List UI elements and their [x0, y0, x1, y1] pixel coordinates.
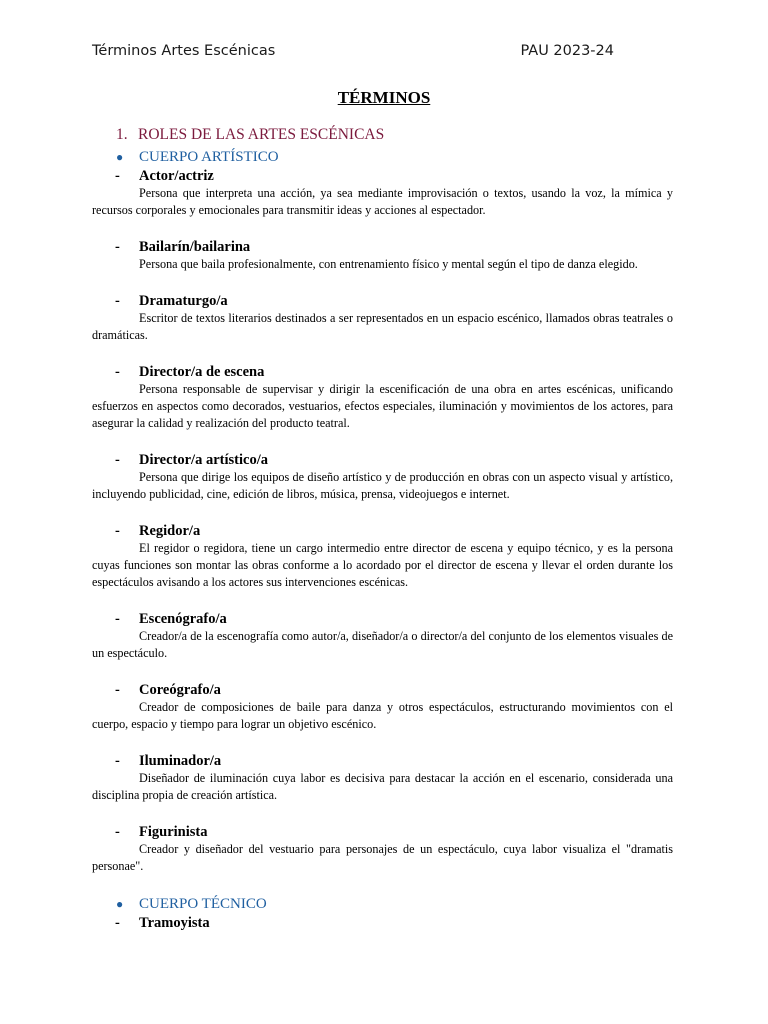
section-number: 1. — [116, 126, 128, 143]
term-name: Iluminador/a — [139, 753, 222, 769]
dash-marker: - — [115, 293, 120, 309]
term-description: Persona que dirige los equipos de diseño artístico y de producción en obras con un aspecto visual y artístico, incluyendo publicidad, cine, edición de libros, música, prensa, videojuegos e internet. — [92, 470, 673, 501]
term-title — [92, 167, 673, 185]
dash-marker: - — [115, 239, 120, 255]
dash-marker: - — [115, 682, 120, 698]
dash-marker: - — [115, 611, 120, 627]
term-name: Director/a artístico/a — [139, 452, 268, 468]
term-name: Tramoyista — [139, 915, 210, 931]
term-description: Creador y diseñador del vestuario para personajes de un espectáculo, cuya labor visualiza el "dramatis personae". — [92, 842, 673, 873]
subsection-title: CUERPO ARTÍSTICO — [139, 149, 279, 165]
subsection-title: CUERPO TÉCNICO — [139, 896, 267, 912]
term-title — [92, 363, 673, 381]
term-title — [92, 610, 673, 628]
term-description: Diseñador de iluminación cuya labor es decisiva para destacar la acción en el escenario, considerada una disciplina propia de creación artística. — [92, 771, 673, 802]
document-body — [92, 125, 673, 951]
term-entry — [92, 292, 673, 344]
term-name: Coreógrafo/a — [139, 682, 221, 698]
term-title — [92, 914, 673, 932]
term-title — [92, 522, 673, 540]
term-name: Regidor/a — [139, 523, 201, 539]
term-entry — [92, 363, 673, 432]
term-description: Persona que baila profesionalmente, con entrenamiento físico y mental según el tipo de danza elegido. — [139, 257, 638, 271]
term-entry — [92, 522, 673, 591]
term-entry — [92, 752, 673, 804]
term-entry — [92, 681, 673, 733]
term-entry — [92, 238, 673, 273]
section-title: ROLES DE LAS ARTES ESCÉNICAS — [138, 126, 385, 143]
term-description: Creador/a de la escenografía como autor/a, diseñador/a o director/a del conjunto de los elementos visuales de un espectáculo. — [92, 629, 673, 660]
dash-marker: - — [115, 168, 120, 184]
dash-marker: - — [115, 452, 120, 468]
term-entry — [92, 167, 673, 219]
subsection-heading-technical — [92, 894, 673, 914]
term-title — [92, 238, 673, 256]
dash-marker: - — [115, 824, 120, 840]
term-name: Escenógrafo/a — [139, 611, 227, 627]
term-name: Actor/actriz — [139, 168, 214, 184]
term-title — [92, 451, 673, 469]
dash-marker: - — [115, 915, 120, 931]
term-description: Creador de composiciones de baile para danza y otros espectáculos, estructurando movimientos con el cuerpo, espacio y tiempo para lograr un objetivo escénico. — [92, 700, 673, 731]
term-name: Figurinista — [139, 824, 208, 840]
term-title — [92, 752, 673, 770]
term-title — [92, 823, 673, 841]
dash-marker: - — [115, 523, 120, 539]
page-header — [92, 43, 614, 63]
term-entry — [92, 610, 673, 662]
term-description: Persona que interpreta una acción, ya sea mediante improvisación o textos, usando la voz, la mímica y recursos corporales y emocionales para transmitir ideas y acciones al espectador. — [92, 186, 673, 217]
term-entry — [92, 914, 673, 932]
term-description: El regidor o regidora, tiene un cargo intermedio entre director de escena y equipo técnico, y es la persona cuyas funciones son montar las obras conforme a lo acordado por el director de escena y llevar el orden durante los espectáculos avisando a los actores sus intervenciones escénicas. — [92, 541, 673, 589]
term-title — [92, 292, 673, 310]
bullet-icon: ● — [116, 897, 124, 911]
subsection-heading-artistic — [92, 147, 673, 167]
page-title: TÉRMINOS — [337, 88, 431, 107]
header-document-title: Términos Artes Escénicas — [92, 43, 276, 59]
dash-marker: - — [115, 364, 120, 380]
dash-marker: - — [115, 753, 120, 769]
term-description: Persona responsable de supervisar y dirigir la escenificación de una obra en artes escénicas, unificando esfuerzos en aspectos como decorados, vestuarios, efectos especiales, iluminación y movimientos de los actores, para asegurar la calidad y realización del producto teatral. — [92, 382, 673, 430]
term-title — [92, 681, 673, 699]
term-name: Director/a de escena — [139, 364, 265, 380]
section-heading — [116, 125, 673, 145]
term-entry — [92, 451, 673, 503]
term-name: Bailarín/bailarina — [139, 239, 251, 255]
term-entry — [92, 823, 673, 875]
bullet-icon: ● — [116, 150, 124, 164]
header-course-label: PAU 2023-24 — [520, 43, 614, 59]
term-description: Escritor de textos literarios destinados a ser representados en un espacio escénico, llamados obras teatrales o dramáticas. — [92, 311, 673, 342]
term-name: Dramaturgo/a — [139, 293, 228, 309]
